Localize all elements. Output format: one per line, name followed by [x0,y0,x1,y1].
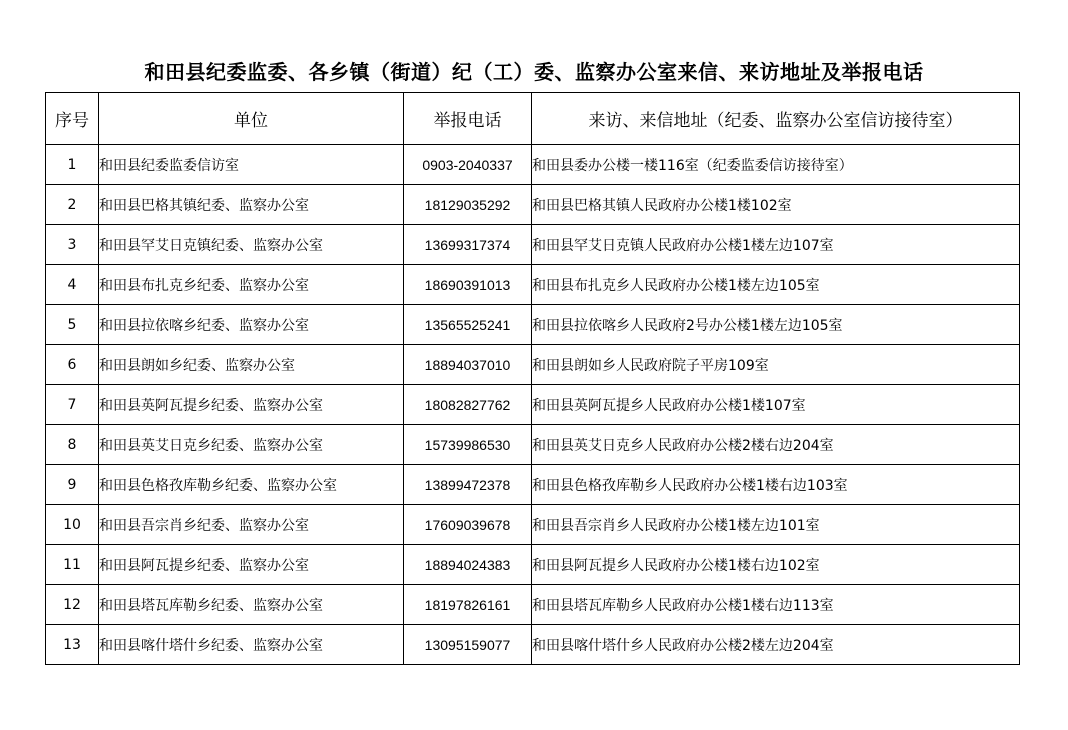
row-address: 和田县阿瓦提乡人民政府办公楼1楼右边102室 [532,545,1020,585]
row-phone: 18082827762 [404,385,532,425]
row-unit: 和田县拉依喀乡纪委、监察办公室 [99,305,404,345]
row-address: 和田县罕艾日克镇人民政府办公楼1楼左边107室 [532,225,1020,265]
row-no: 1 [46,145,99,185]
row-phone: 0903-2040337 [404,145,532,185]
row-no: 4 [46,265,99,305]
row-address: 和田县拉依喀乡人民政府2号办公楼1楼左边105室 [532,305,1020,345]
row-address: 和田县英阿瓦提乡人民政府办公楼1楼107室 [532,385,1020,425]
row-unit: 和田县巴格其镇纪委、监察办公室 [99,185,404,225]
row-phone: 15739986530 [404,425,532,465]
row-unit: 和田县色格孜库勒乡纪委、监察办公室 [99,465,404,505]
row-address: 和田县吾宗肖乡人民政府办公楼1楼左边101室 [532,505,1020,545]
table-row [46,505,1020,545]
row-phone: 18129035292 [404,185,532,225]
row-address: 和田县布扎克乡人民政府办公楼1楼左边105室 [532,265,1020,305]
row-no: 3 [46,225,99,265]
row-unit: 和田县塔瓦库勒乡纪委、监察办公室 [99,585,404,625]
row-no: 13 [46,625,99,665]
row-unit: 和田县喀什塔什乡纪委、监察办公室 [99,625,404,665]
row-unit: 和田县布扎克乡纪委、监察办公室 [99,265,404,305]
row-address: 和田县色格孜库勒乡人民政府办公楼1楼右边103室 [532,465,1020,505]
row-unit: 和田县吾宗肖乡纪委、监察办公室 [99,505,404,545]
row-address: 和田县委办公楼一楼116室（纪委监委信访接待室） [532,145,1020,185]
table-row [46,145,1020,185]
header-unit: 单位 [99,93,404,145]
row-unit: 和田县英艾日克乡纪委、监察办公室 [99,425,404,465]
row-no: 8 [46,425,99,465]
row-no: 11 [46,545,99,585]
row-phone: 18894024383 [404,545,532,585]
header-address: 来访、来信地址（纪委、监察办公室信访接待室） [532,93,1020,145]
row-address: 和田县英艾日克乡人民政府办公楼2楼右边204室 [532,425,1020,465]
row-unit: 和田县朗如乡纪委、监察办公室 [99,345,404,385]
row-phone: 13565525241 [404,305,532,345]
row-address: 和田县朗如乡人民政府院子平房109室 [532,345,1020,385]
row-address: 和田县塔瓦库勒乡人民政府办公楼1楼右边113室 [532,585,1020,625]
row-phone: 18894037010 [404,345,532,385]
row-no: 9 [46,465,99,505]
table-row [46,265,1020,305]
table-row [46,345,1020,385]
row-phone: 18690391013 [404,265,532,305]
header-phone: 举报电话 [404,93,532,145]
table-row [46,625,1020,665]
table-row [46,465,1020,505]
table-row [46,385,1020,425]
row-unit: 和田县阿瓦提乡纪委、监察办公室 [99,545,404,585]
table-row [46,425,1020,465]
table-header-row [46,93,1020,145]
row-address: 和田县巴格其镇人民政府办公楼1楼102室 [532,185,1020,225]
row-phone: 13699317374 [404,225,532,265]
table-row [46,185,1020,225]
row-phone: 13095159077 [404,625,532,665]
row-no: 6 [46,345,99,385]
row-phone: 17609039678 [404,505,532,545]
row-address: 和田县喀什塔什乡人民政府办公楼2楼左边204室 [532,625,1020,665]
table-row [46,545,1020,585]
table-row [46,585,1020,625]
row-phone: 13899472378 [404,465,532,505]
table-row [46,225,1020,265]
row-no: 12 [46,585,99,625]
row-phone: 18197826161 [404,585,532,625]
header-no: 序号 [46,93,99,145]
row-no: 5 [46,305,99,345]
row-unit: 和田县纪委监委信访室 [99,145,404,185]
row-unit: 和田县英阿瓦提乡纪委、监察办公室 [99,385,404,425]
report-table [45,92,1020,665]
row-no: 7 [46,385,99,425]
row-no: 2 [46,185,99,225]
row-no: 10 [46,505,99,545]
table-row [46,305,1020,345]
row-unit: 和田县罕艾日克镇纪委、监察办公室 [99,225,404,265]
document-title: 和田县纪委监委、各乡镇（街道）纪（工）委、监察办公室来信、来访地址及举报电话 [144,60,924,84]
